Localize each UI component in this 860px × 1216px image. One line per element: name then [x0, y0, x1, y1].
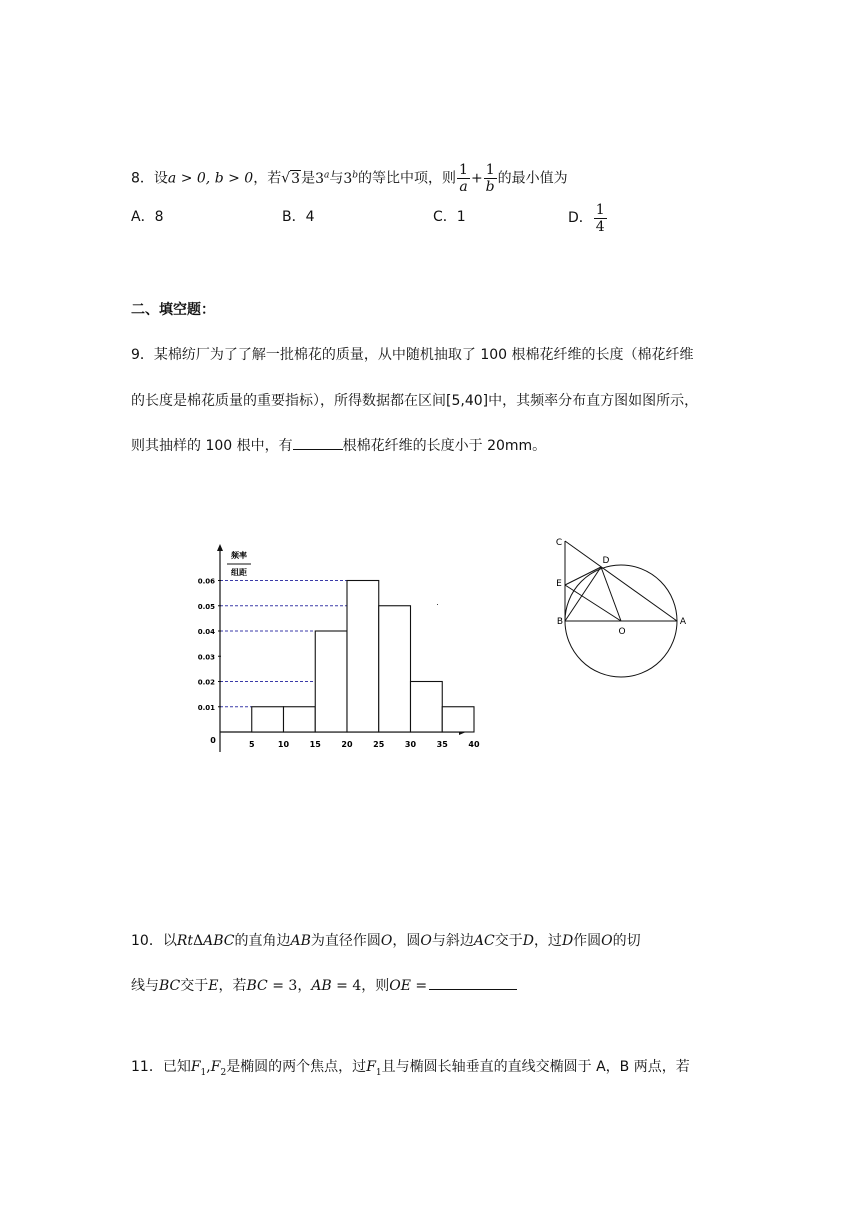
focus-f2: $F_2$: [210, 1059, 227, 1078]
histogram-bar: [379, 606, 411, 732]
y-tick-label: 0.02: [197, 678, 215, 687]
q8-text: 的最小值为: [497, 170, 568, 187]
q10-e: E: [208, 978, 219, 994]
x-tick-label: 30: [404, 740, 417, 749]
ylabel-bottom: 组距: [231, 568, 247, 577]
q10-o: O: [420, 933, 432, 949]
q9-text: 根棉花纤维的长度小于 20mm。: [342, 438, 547, 454]
fraction-1-over-4: $\frac{1}{4}$: [595, 201, 605, 235]
q9-text: 则其抽样的 100 根中，有: [131, 438, 293, 454]
option-d-label: D．: [568, 210, 593, 226]
frequency-histogram: [185, 540, 480, 760]
histogram-bar: [252, 707, 284, 732]
q10-text: ，则: [361, 978, 390, 994]
x-tick-label: 15: [309, 740, 321, 749]
q10-ab: AB: [311, 978, 332, 994]
q10-text: 的直角边: [234, 933, 291, 949]
label-e: E: [556, 579, 562, 589]
stray-dot: [437, 604, 438, 605]
option-a: A．8: [131, 209, 164, 225]
histogram-bar: [442, 707, 474, 732]
q10-text: =: [410, 978, 428, 994]
q10-text: 为直径作圆: [310, 933, 381, 949]
fraction-1-over-b: $\frac{1}{b}$: [485, 162, 495, 196]
q10-text: 交于: [494, 933, 523, 949]
q10-o: O: [380, 933, 393, 949]
option-c: C．1: [433, 209, 466, 225]
option-d: [568, 198, 608, 238]
label-b: B: [556, 617, 564, 627]
q10-oe: OE: [389, 978, 411, 994]
x-tick-label: 35: [436, 740, 448, 749]
q10-text: ，圆: [392, 933, 421, 949]
geometry-figure: [550, 530, 700, 670]
q10-text: ，若: [218, 978, 247, 994]
q10-text: 交于: [180, 978, 209, 994]
histogram-bar: [284, 707, 316, 732]
fraction-1-over-a: $\frac{1}{a}$: [459, 162, 468, 196]
histogram-bar: [315, 631, 347, 732]
x-tick-label: 40: [468, 740, 480, 749]
sqrt-3: √3: [281, 170, 301, 187]
q10-abc: ABC: [203, 933, 235, 949]
q10-line-1: [131, 930, 641, 950]
q10-text: 线与: [131, 978, 159, 994]
y-tick-label: 0.06: [197, 577, 215, 586]
q9-line-1: 9．某棉纺厂为了了解一批棉花的质量，从中随机抽取了 100 根棉花纤维的长度（棉花纤维: [131, 347, 694, 363]
q11-text: 是椭圆的两个焦点，过: [226, 1059, 367, 1075]
q8-text: ，若: [253, 170, 282, 187]
q8-number: 8．: [131, 170, 154, 187]
plus-sign: +: [470, 170, 483, 187]
label-d: D: [602, 556, 610, 566]
x-tick-label: 10: [277, 740, 290, 749]
histogram-bar: [347, 581, 379, 733]
q10-rt: Rt: [176, 933, 193, 949]
histogram-bar: [411, 682, 443, 733]
segment-bd: [565, 567, 601, 621]
q8-text: 与: [329, 170, 344, 187]
section-heading: 二、填空题：: [131, 302, 215, 318]
q10-delta: Δ: [193, 933, 204, 949]
x-tick-label: 20: [341, 740, 353, 749]
q10-text: 作圆: [573, 933, 602, 949]
question-8: [131, 158, 568, 196]
q11-line-1: 11．已知$F_1,F_2$是椭圆的两个焦点，过$F_1$且与椭圆长轴垂直的直线交椭圆于 A，B 两点，若: [131, 1059, 690, 1078]
q10-line-2: [131, 975, 517, 995]
q9-line-2: 的长度是棉花质量的重要指标），所得数据都在区间[5,40]中，其频率分布直方图如图所示，: [131, 393, 699, 409]
segment-eo: [565, 585, 621, 621]
q10-text: ，: [297, 978, 312, 994]
y-tick-label: 0.05: [197, 602, 215, 611]
q10-eq1: = 3: [267, 978, 298, 994]
answer-blank: [293, 449, 343, 450]
q10-bc: BC: [159, 978, 181, 994]
label-o: O: [618, 627, 626, 637]
q10-text: 的切: [612, 933, 641, 949]
q11-text: 且与椭圆长轴垂直的直线交椭圆于 A，B 两点，若: [381, 1059, 690, 1075]
q10-d: D: [561, 933, 574, 949]
q10-text: 与斜边: [431, 933, 474, 949]
option-b: B．4: [282, 209, 315, 225]
label-a: A: [679, 617, 687, 627]
q8-text: 设: [153, 170, 168, 187]
q8-condition: a > 0, b > 0: [167, 170, 254, 187]
q10-ac: AC: [473, 933, 495, 949]
power-3b: 3$^b$: [343, 170, 359, 187]
x-tick-label: 25: [373, 740, 385, 749]
focus-f1: $F_1$: [366, 1059, 382, 1078]
origin-label: 0: [210, 736, 216, 745]
answer-blank: [429, 989, 517, 990]
q10-number: 10．以: [131, 933, 177, 949]
y-tick-label: 0.03: [197, 653, 215, 662]
focus-f1: $F_1$: [190, 1059, 207, 1078]
q10-o: O: [601, 933, 613, 949]
q10-bc: BC: [246, 978, 268, 994]
x-tick-label: 5: [248, 740, 255, 749]
power-3a: 3$^a$: [315, 170, 330, 187]
q8-text: 是: [301, 170, 316, 187]
q10-d: D: [522, 933, 534, 949]
segment-od: [601, 567, 621, 621]
q8-text: 的等比中项，则: [358, 170, 457, 187]
q9-line-3: [131, 435, 546, 455]
label-c: C: [555, 538, 563, 548]
q11-number: 11．已知: [131, 1059, 191, 1075]
q10-ab: AB: [290, 933, 311, 949]
y-tick-label: 0.01: [197, 703, 215, 712]
q10-text: ，过: [533, 933, 562, 949]
y-axis-arrow: [217, 544, 223, 551]
ylabel-top: 频率: [231, 551, 247, 560]
q10-eq2: = 4: [331, 978, 362, 994]
y-tick-label: 0.04: [197, 628, 215, 636]
